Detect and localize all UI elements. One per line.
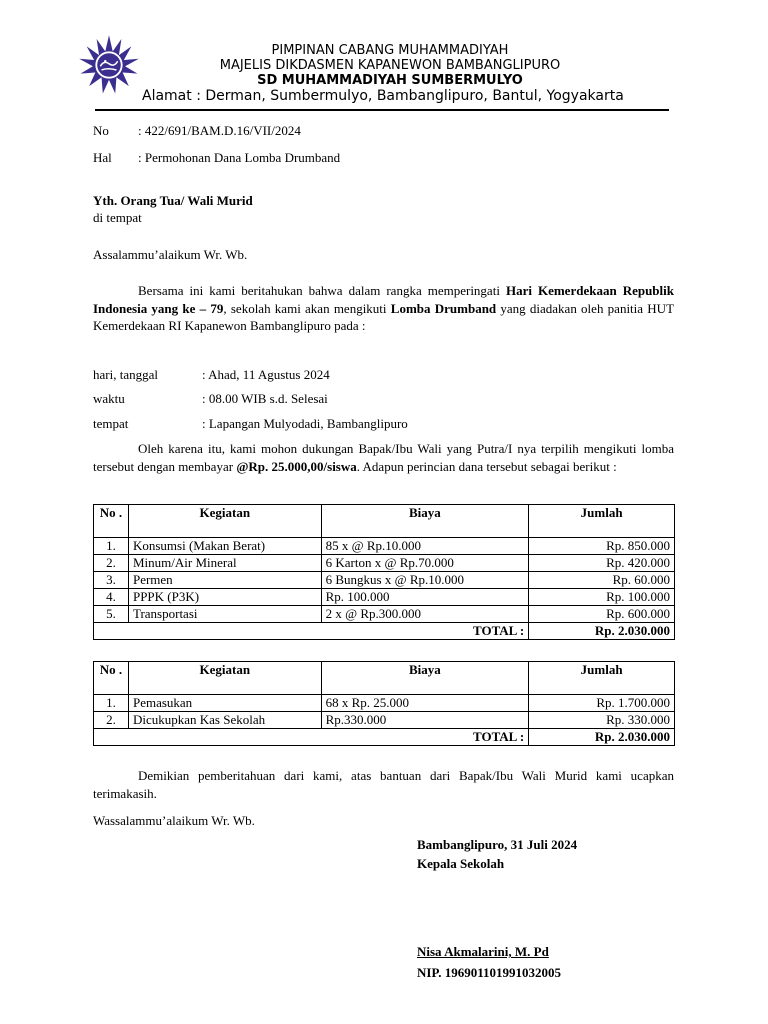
signature-title: Kepala Sekolah [417,856,505,871]
subject-value: : Permohonan Dana Lomba Drumband [138,150,341,165]
cell-jumlah: Rp. 420.000 [529,555,675,572]
col-header-jumlah: Jumlah [529,505,675,538]
recipient-name: Yth. Orang Tua/ Wali Murid [93,193,253,208]
table-header-row [94,662,675,695]
cell-kegiatan: Permen [128,572,321,589]
col-header-biaya: Biaya [321,662,529,695]
signature-place-date: Bambanglipuro, 31 Juli 2024 [417,837,578,852]
recipient-place: di tempat [93,210,142,225]
cell-jumlah: Rp. 850.000 [529,538,675,555]
table-row [94,555,675,572]
total-label: TOTAL : [94,729,529,746]
header-address: Alamat : Derman, Sumbermulyo, Bambanglipuro, Bantul, Yogyakarta [142,88,624,104]
cell-biaya: 6 Karton x @ Rp.70.000 [321,555,529,572]
event-place-label: tempat [93,416,129,431]
header-council: MAJELIS DIKDASMEN KAPANEWON BAMBANGLIPURO [219,58,561,73]
letter-number-label: No [93,123,109,138]
opening-greeting: Assalammu’alaikum Wr. Wb. [93,247,248,262]
table-total-row [94,729,675,746]
event-time-value: : 08.00 WIB s.d. Selesai [202,391,328,406]
col-header-no: No . [94,505,129,538]
total-label: TOTAL : [94,623,529,640]
body-paragraph-2 [93,440,674,475]
event-date-value: : Ahad, 11 Agustus 2024 [202,367,330,382]
closing-paragraph: Demikian pemberitahuan dari kami, atas bantuan dari Bapak/Ibu Wali Murid kami ucapkan terimakasih. [93,768,674,801]
table-header-row [94,505,675,538]
table-total-row [94,623,675,640]
letter-number-value: : 422/691/BAM.D.16/VII/2024 [138,123,301,138]
cell-kegiatan: Transportasi [128,606,321,623]
signature-nip: NIP. 196901101991032005 [417,965,561,980]
cell-no: 3. [94,572,129,589]
event-place-value: : Lapangan Mulyodadi, Bambanglipuro [202,416,408,431]
cell-no: 1. [94,695,129,712]
table-row [94,606,675,623]
body1-competition-name: Lomba Drumband [390,300,497,316]
cell-jumlah: Rp. 330.000 [529,712,675,729]
col-header-kegiatan: Kegiatan [128,662,321,695]
total-value: Rp. 2.030.000 [529,623,675,640]
expense-table [93,504,675,640]
body1-event-name: Hari Kemerdekaan Republik Indonesia yang ke – 79 [93,283,674,316]
cell-biaya: Rp. 100.000 [321,589,529,606]
body1-text-a: Bersama ini kami beritahukan bahwa dalam rangka memperingati [138,283,506,298]
total-value: Rp. 2.030.000 [529,729,675,746]
body1-text-c: , sekolah kami akan mengikuti [223,300,391,316]
cell-kegiatan: PPPK (P3K) [128,589,321,606]
cell-biaya: Rp.330.000 [321,712,529,729]
table-row [94,712,675,729]
closing-greeting: Wassalammu’alaikum Wr. Wb. [93,813,255,828]
body2-fee: @Rp. 25.000,00/siswa [236,458,357,474]
cell-no: 1. [94,538,129,555]
body2-text-c: . Adapun perincian dana tersebut sebagai berikut : [356,458,617,474]
col-header-jumlah: Jumlah [529,662,675,695]
cell-jumlah: Rp. 100.000 [529,589,675,606]
table-row [94,538,675,555]
cell-jumlah: Rp. 600.000 [529,606,675,623]
col-header-no: No . [94,662,129,695]
cell-biaya: 68 x Rp. 25.000 [321,695,529,712]
body-paragraph-1 [93,282,674,335]
col-header-biaya: Biaya [321,505,529,538]
signature-name: Nisa Akmalarini, M. Pd [417,944,549,959]
subject-label: Hal [93,150,112,165]
cell-biaya: 2 x @ Rp.300.000 [321,606,529,623]
header-school-name: SD MUHAMMADIYAH SUMBERMULYO [257,73,523,88]
event-time-label: waktu [93,391,125,406]
cell-biaya: 6 Bungkus x @ Rp.10.000 [321,572,529,589]
cell-kegiatan: Dicukupkan Kas Sekolah [128,712,321,729]
body1-text-e: yang diadakan oleh panitia HUT Kemerdekaan RI Kapanewon Bambanglipuro pada : [93,300,675,333]
body2-text-a: Oleh karena itu, kami mohon dukungan Bapak/Ibu Wali yang Putra/I nya terpilih mengikuti lomba tersebut dengan membayar [93,441,674,474]
cell-kegiatan: Pemasukan [128,695,321,712]
header-divider [95,109,669,111]
cell-no: 5. [94,606,129,623]
cell-biaya: 85 x @ Rp.10.000 [321,538,529,555]
table-row [94,572,675,589]
cell-kegiatan: Konsumsi (Makan Berat) [128,538,321,555]
col-header-kegiatan: Kegiatan [128,505,321,538]
cell-no: 2. [94,712,129,729]
cell-kegiatan: Minum/Air Mineral [128,555,321,572]
table-row [94,589,675,606]
cell-no: 2. [94,555,129,572]
event-date-label: hari, tanggal [93,367,158,382]
cell-no: 4. [94,589,129,606]
cell-jumlah: Rp. 60.000 [529,572,675,589]
cell-jumlah: Rp. 1.700.000 [529,695,675,712]
table-row [94,695,675,712]
header-organization: PIMPINAN CABANG MUHAMMADIYAH [271,43,509,58]
income-table [93,661,675,746]
